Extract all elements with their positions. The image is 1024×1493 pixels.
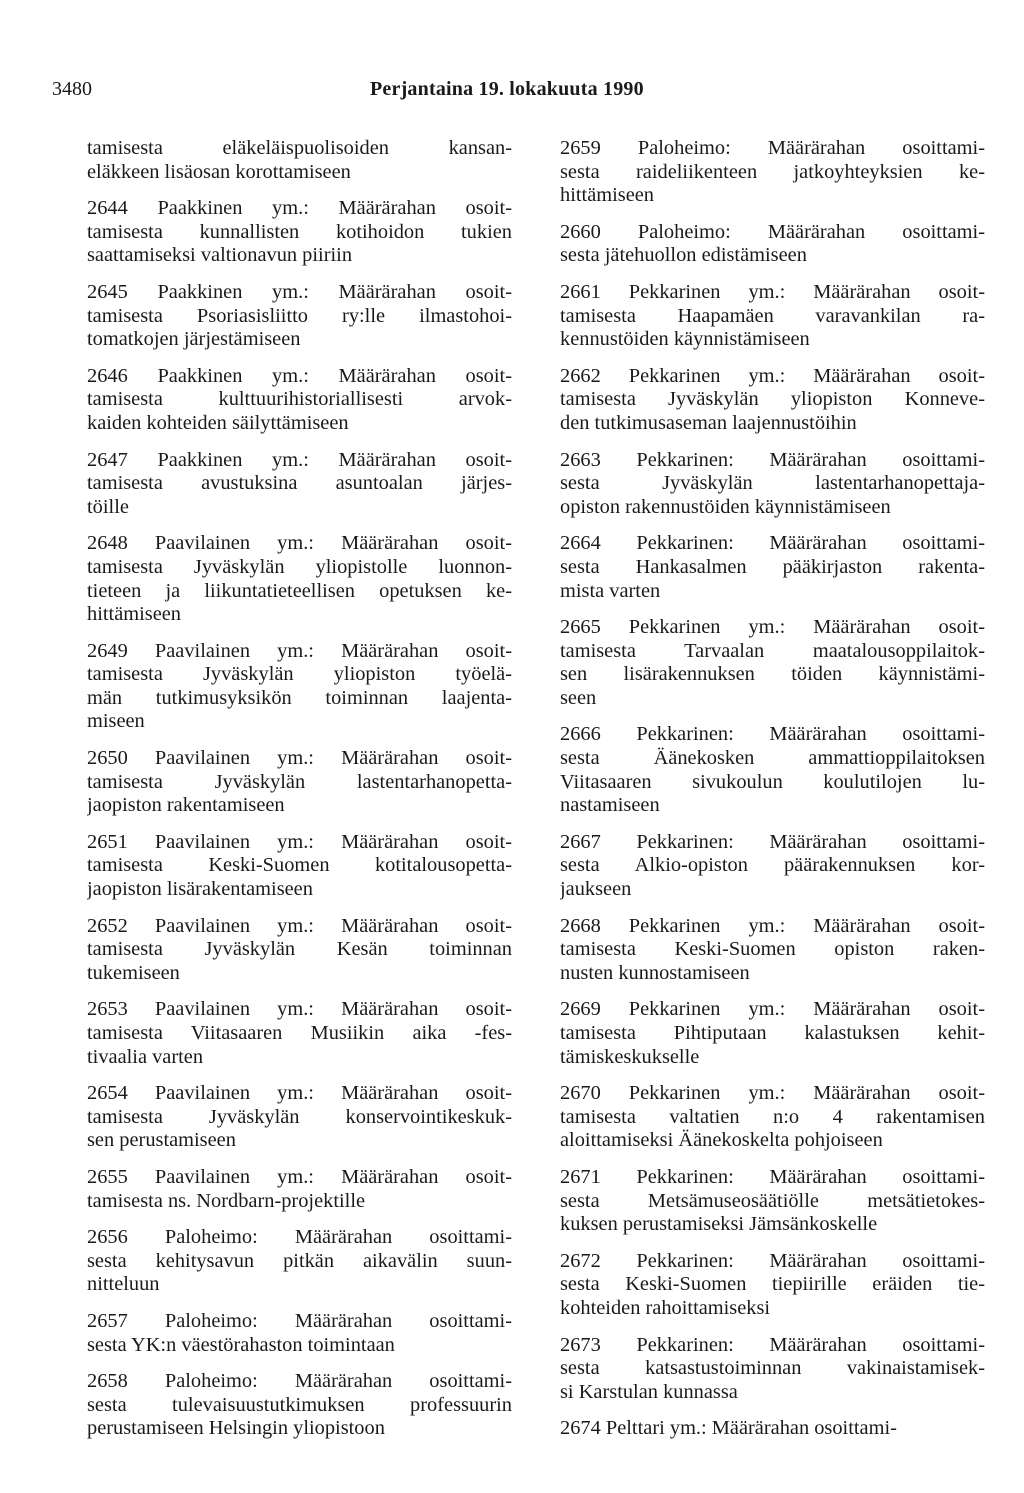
- text-line: män tutkimusyksikön toiminnan laajenta-: [87, 686, 512, 709]
- list-item: [560, 616, 985, 710]
- text-line: 2645 Paakkinen ym.: Määrärahan osoit-: [87, 280, 512, 303]
- text-line: tamisesta Jyväskylän konservointikeskuk-: [87, 1105, 512, 1128]
- text-line: tamisesta Tarvaalan maatalousoppilaitok-: [560, 639, 985, 662]
- text-line: 2656 Paloheimo: Määrärahan osoittami-: [87, 1226, 512, 1249]
- text-line: 2674 Pelttari ym.: Määrärahan osoittami-: [560, 1417, 897, 1440]
- text-line: tivaalia varten: [87, 1045, 204, 1068]
- text-line: 2657 Paloheimo: Määrärahan osoittami-: [87, 1309, 512, 1332]
- text-line: sesta katsastustoiminnan vakinaistamisek-: [560, 1357, 985, 1380]
- text-line: tämiskeskukselle: [560, 1045, 700, 1068]
- list-item: [87, 640, 512, 734]
- list-item: [560, 998, 985, 1069]
- text-line: tamisesta kulttuurihistoriallisesti arvok-: [87, 388, 512, 411]
- text-line: 2667 Pekkarinen: Määrärahan osoittami-: [560, 830, 985, 853]
- list-item: [560, 1082, 985, 1153]
- text-line: sesta Jyväskylän lastentarhanopettaja-: [560, 472, 985, 495]
- text-line: 2672 Pekkarinen: Määrärahan osoittami-: [560, 1249, 985, 1272]
- text-line: tamisesta Jyväskylän yliopistolle luonnon-: [87, 555, 512, 578]
- text-line: sesta tulevaisuustutkimuksen professuurin: [87, 1393, 512, 1416]
- list-item: [560, 532, 985, 603]
- list-item: [87, 747, 512, 818]
- text-line: 2646 Paakkinen ym.: Määrärahan osoit-: [87, 364, 512, 387]
- list-item: [87, 831, 512, 902]
- text-line: sesta Metsämuseosäätiölle metsätietokes-: [560, 1189, 985, 1212]
- text-line: 2644 Paakkinen ym.: Määrärahan osoit-: [87, 197, 512, 220]
- list-item: [87, 532, 512, 626]
- text-line: sesta Keski-Suomen tiepiirille eräiden tie-: [560, 1273, 985, 1296]
- text-line: sesta jätehuollon edistämiseen: [560, 244, 807, 267]
- list-item: [560, 723, 985, 817]
- list-item: [87, 1166, 512, 1213]
- list-item: [87, 1310, 512, 1357]
- text-line: tamisesta Jyväskylän Kesän toiminnan: [87, 938, 512, 961]
- text-line: tukemiseen: [87, 961, 180, 984]
- text-line: 2649 Paavilainen ym.: Määrärahan osoit-: [87, 639, 512, 662]
- text-line: saattamiseksi valtionavun piiriin: [87, 244, 353, 267]
- text-line: 2666 Pekkarinen: Määrärahan osoittami-: [560, 723, 985, 746]
- text-line: 2662 Pekkarinen ym.: Määrärahan osoit-: [560, 364, 985, 387]
- text-line: sesta Alkio-opiston päärakennuksen kor-: [560, 854, 985, 877]
- list-item: [560, 365, 985, 436]
- list-item: [87, 998, 512, 1069]
- text-line: tamisesta valtatien n:o 4 rakentamisen: [560, 1105, 985, 1128]
- text-line: tamisesta Keski-Suomen opiston raken-: [560, 938, 985, 961]
- list-item: [560, 137, 985, 208]
- text-line: 2659 Paloheimo: Määrärahan osoittami-: [560, 137, 985, 159]
- text-line: 2671 Pekkarinen: Määrärahan osoittami-: [560, 1165, 985, 1188]
- page-number: 3480: [52, 78, 92, 100]
- text-line: sesta Äänekosken ammattioppilaitoksen: [560, 747, 985, 770]
- text-line: 2670 Pekkarinen ym.: Määrärahan osoit-: [560, 1082, 985, 1105]
- text-line: 2651 Paavilainen ym.: Määrärahan osoit-: [87, 830, 512, 853]
- list-item: [560, 831, 985, 902]
- text-line: 2669 Pekkarinen ym.: Määrärahan osoit-: [560, 998, 985, 1021]
- list-item: [87, 1082, 512, 1153]
- right-column: [560, 137, 985, 1454]
- text-line: kennustöiden käynnistämiseen: [560, 328, 810, 351]
- left-column: [87, 137, 512, 1454]
- list-item: [560, 1417, 985, 1441]
- text-line: 2653 Paavilainen ym.: Määrärahan osoit-: [87, 998, 512, 1021]
- text-line: Viitasaaren sivukoulun koulutilojen lu-: [560, 770, 985, 793]
- text-line: tomatkojen järjestämiseen: [87, 328, 301, 351]
- text-line: 2655 Paavilainen ym.: Määrärahan osoit-: [87, 1165, 512, 1188]
- list-item: [560, 1166, 985, 1237]
- text-line: tamisesta Viitasaaren Musiikin aika -fes-: [87, 1022, 512, 1044]
- text-line: miseen: [87, 710, 145, 733]
- text-line: sen perustamiseen: [87, 1129, 236, 1152]
- text-line: sesta Hankasalmen pääkirjaston rakenta-: [560, 555, 985, 578]
- list-item: [87, 281, 512, 352]
- text-line: 2668 Pekkarinen ym.: Määrärahan osoit-: [560, 914, 985, 937]
- text-line: hittämiseen: [87, 603, 181, 626]
- text-line: mista varten: [560, 579, 661, 602]
- text-line: jaukseen: [560, 878, 632, 901]
- text-line: tamisesta Haapamäen varavankilan ra-: [560, 304, 985, 327]
- text-line: jaopiston rakentamiseen: [87, 794, 285, 817]
- text-line: sesta raideliikenteen jatkoyhteyksien ke-: [560, 160, 985, 183]
- text-line: 2652 Paavilainen ym.: Määrärahan osoit-: [87, 914, 512, 937]
- list-item: [87, 449, 512, 520]
- text-line: nusten kunnostamiseen: [560, 961, 750, 984]
- list-item: [560, 221, 985, 268]
- list-item: [87, 137, 512, 184]
- text-line: töille: [87, 495, 129, 518]
- text-line: perustamiseen Helsingin yliopistoon: [87, 1417, 385, 1440]
- list-item: [87, 915, 512, 986]
- page-date: Perjantaina 19. lokakuuta 1990: [370, 78, 644, 100]
- text-line: kaiden kohteiden säilyttämiseen: [87, 411, 349, 434]
- text-line: nitteluun: [87, 1273, 160, 1296]
- text-line: seen: [560, 686, 597, 709]
- list-item: [87, 1226, 512, 1297]
- text-line: tamisesta eläkeläispuolisoiden kansan-: [87, 137, 512, 159]
- text-line: 2658 Paloheimo: Määrärahan osoittami-: [87, 1370, 512, 1393]
- text-line: den tutkimusaseman laajennustöihin: [560, 411, 857, 434]
- page-header: [52, 78, 992, 108]
- text-line: jaopiston lisärakentamiseen: [87, 878, 313, 901]
- text-line: 2648 Paavilainen ym.: Määrärahan osoit-: [87, 532, 512, 555]
- text-line: sesta kehitysavun pitkän aikavälin suun-: [87, 1249, 512, 1272]
- list-item: [87, 1370, 512, 1441]
- text-line: tamisesta Psoriasisliitto ry:lle ilmastohoi-: [87, 304, 512, 327]
- list-item: [560, 281, 985, 352]
- list-item: [560, 1334, 985, 1405]
- text-line: tieteen ja liikuntatieteellisen opetuksen ke-: [87, 579, 512, 602]
- text-line: 2647 Paakkinen ym.: Määrärahan osoit-: [87, 448, 512, 471]
- text-line: 2650 Paavilainen ym.: Määrärahan osoit-: [87, 747, 512, 770]
- text-line: tamisesta Jyväskylän yliopiston työelä-: [87, 663, 512, 686]
- text-line: 2660 Paloheimo: Määrärahan osoittami-: [560, 220, 985, 243]
- text-line: 2664 Pekkarinen: Määrärahan osoittami-: [560, 532, 985, 555]
- text-line: tamisesta Jyväskylän lastentarhanopetta-: [87, 770, 512, 793]
- text-line: sen lisärakennuksen töiden käynnistämi-: [560, 663, 985, 686]
- text-line: si Karstulan kunnassa: [560, 1380, 738, 1403]
- text-line: kuksen perustamiseksi Jämsänkoskelle: [560, 1213, 878, 1236]
- text-line: kohteiden rahoittamiseksi: [560, 1296, 771, 1319]
- text-line: tamisesta avustuksina asuntoalan järjes-: [87, 472, 512, 495]
- text-line: 2673 Pekkarinen: Määrärahan osoittami-: [560, 1333, 985, 1356]
- text-line: tamisesta Jyväskylän yliopiston Konneve-: [560, 388, 985, 411]
- text-line: aloittamiseksi Äänekoskelta pohjoiseen: [560, 1129, 883, 1152]
- text-line: hittämiseen: [560, 184, 654, 207]
- text-line: 2665 Pekkarinen ym.: Määrärahan osoit-: [560, 616, 985, 639]
- text-line: tamisesta Pihtiputaan kalastuksen kehit-: [560, 1022, 985, 1044]
- list-item: [87, 365, 512, 436]
- text-line: eläkkeen lisäosan korottamiseen: [87, 160, 351, 183]
- text-line: 2663 Pekkarinen: Määrärahan osoittami-: [560, 448, 985, 471]
- list-item: [87, 197, 512, 268]
- list-item: [560, 1250, 985, 1321]
- text-line: 2661 Pekkarinen ym.: Määrärahan osoit-: [560, 280, 985, 303]
- text-line: 2654 Paavilainen ym.: Määrärahan osoit-: [87, 1082, 512, 1105]
- text-line: nastamiseen: [560, 794, 660, 817]
- list-item: [560, 915, 985, 986]
- list-item: [560, 449, 985, 520]
- text-line: tamisesta Keski-Suomen kotitalousopetta-: [87, 854, 512, 877]
- text-line: tamisesta kunnallisten kotihoidon tukien: [87, 220, 512, 243]
- text-line: opiston rakennustöiden käynnistämiseen: [560, 495, 891, 518]
- text-line: tamisesta ns. Nordbarn-projektille: [87, 1189, 366, 1212]
- text-line: sesta YK:n väestörahaston toimintaan: [87, 1333, 395, 1356]
